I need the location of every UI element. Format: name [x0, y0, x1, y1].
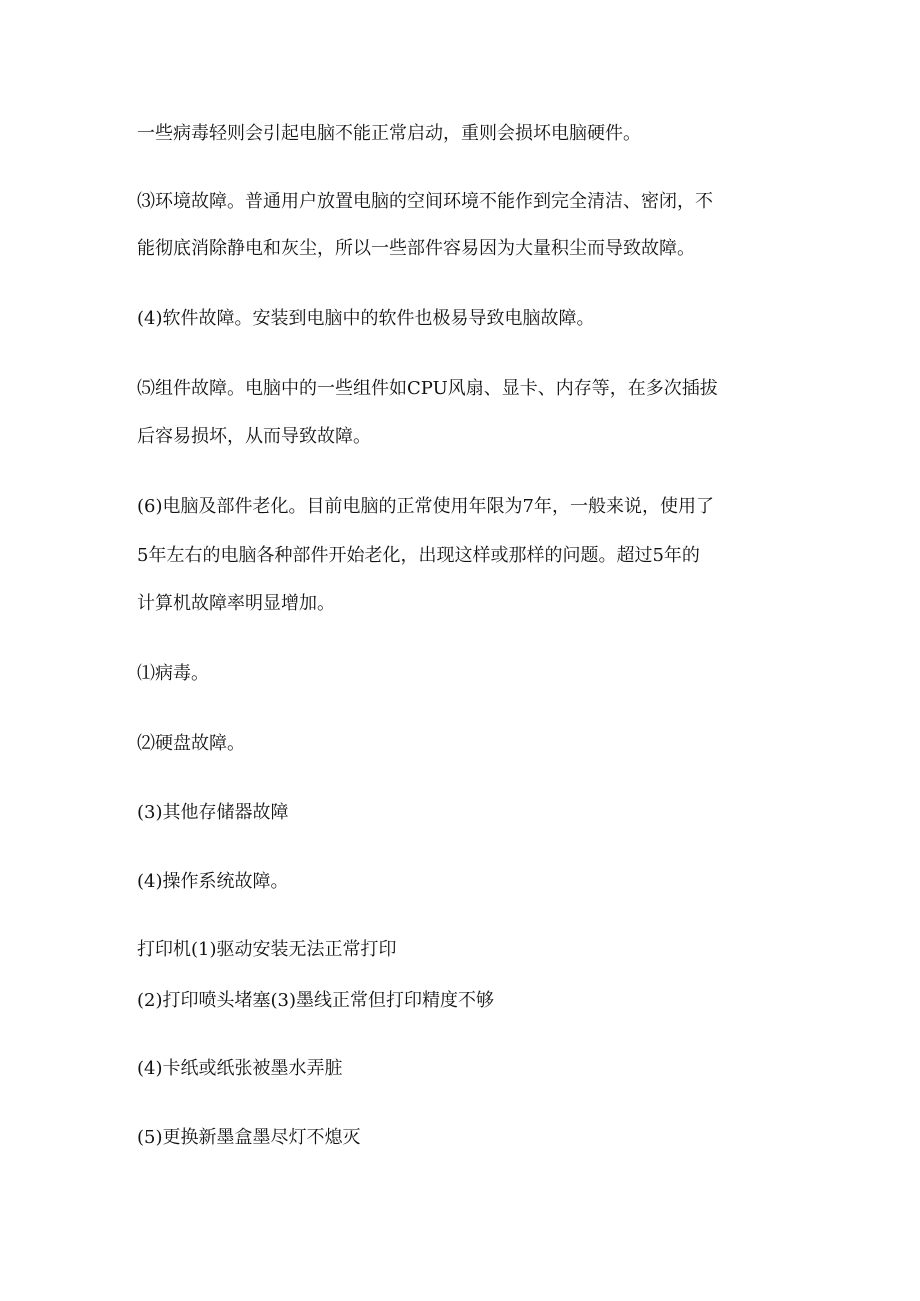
- text-line: (6)电脑及部件老化。目前电脑的正常使用年限为7年，一般来说，使用了: [137, 496, 714, 517]
- text-line: ⑵硬盘故障。: [137, 733, 245, 754]
- text-line: (4)操作系统故障。: [137, 871, 289, 892]
- text-line: (3)其他存储器故障: [137, 802, 289, 823]
- text-line: ⑶环境故障。普通用户放置电脑的空间环境不能作到完全清洁、密闭，不: [137, 191, 713, 212]
- text-line: 计算机故障率明显增加。: [137, 593, 335, 614]
- text-line: ⑴病毒。: [137, 663, 209, 684]
- text-line: 一些病毒轻则会引起电脑不能正常启动，重则会损坏电脑硬件。: [137, 123, 641, 144]
- text-line: (4)软件故障。安装到电脑中的软件也极易导致电脑故障。: [137, 308, 595, 329]
- text-line: 后容易损坏，从而导致故障。: [137, 426, 371, 447]
- text-line: (5)更换新墨盒墨尽灯不熄灭: [137, 1127, 361, 1148]
- text-line: (2)打印喷头堵塞(3)墨线正常但打印精度不够: [137, 990, 494, 1011]
- text-line: 打印机(1)驱动安装无法正常打印: [137, 939, 397, 960]
- text-line: (4)卡纸或纸张被墨水弄脏: [137, 1058, 343, 1079]
- text-line: 5年左右的电脑各种部件开始老化，出现这样或那样的问题。超过5年的: [137, 545, 700, 566]
- text-line: ⑸组件故障。电脑中的一些组件如CPU风扇、显卡、内存等，在多次插拔: [137, 378, 718, 399]
- text-line: 能彻底消除静电和灰尘，所以一些部件容易因为大量积尘而导致故障。: [137, 238, 695, 259]
